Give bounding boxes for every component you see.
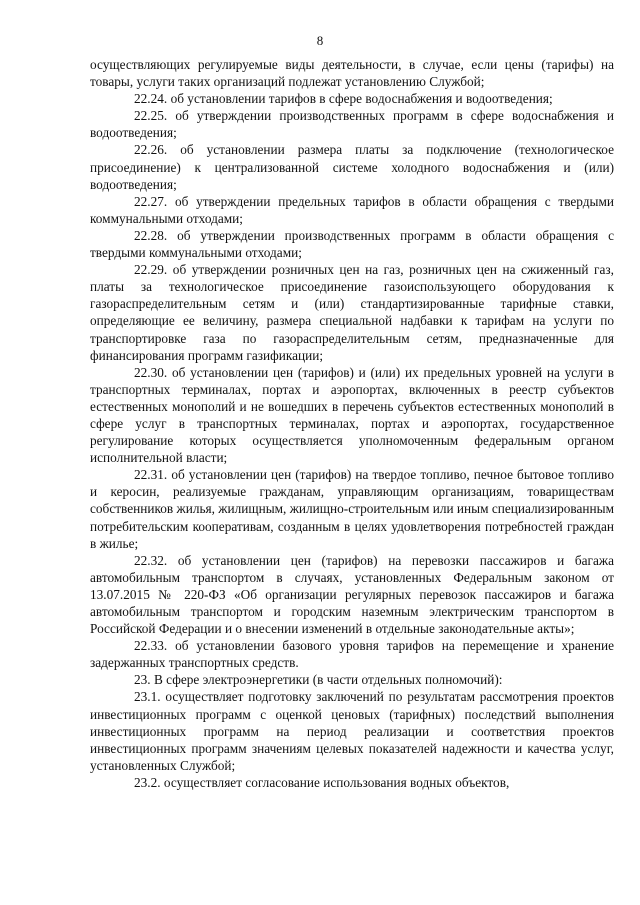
paragraph: осуществляющих регулируемые виды деятельности, в случае, если цены (тарифы) на товары, услуги таких организаций подлежат установлению Службой; <box>90 57 614 90</box>
paragraph-22-29: 22.29. об утверждении розничных цен на газ, розничных цен на сжиженный газ, платы за технологическое присоединение газоиспользующего оборудования к газораспределительным сетям и (или) стандартизированные тарифные ставки, определяющие ее величину, размера специальной надбавки к тарифам на услуги по транспортировке газа по газораспределительным сетям, предназначенные для финансирования программ газификации; <box>90 262 614 363</box>
paragraph-22-26: 22.26. об установлении размера платы за подключение (технологическое присоединение) к централизованной системе холодного водоснабжения и (или) водоотведения; <box>90 142 614 192</box>
paragraph-22-27: 22.27. об утверждении предельных тарифов в области обращения с твердыми коммунальными отходами; <box>90 193 614 226</box>
document-body <box>90 56 614 791</box>
section-heading-23: 23. В сфере электроэнергетики (в части отдельных полномочий): <box>134 672 503 688</box>
paragraph-22-32: 22.32. об установлении цен (тарифов) на перевозки пассажиров и багажа автомобильным транспортом в случаях, установленных Федеральным законом от 13.07.2015 № 220-ФЗ «Об организации регулярных перевозок пассажиров и багажа автомобильным транспортом и городским наземным электрическим транспортом в Российской Федерации и о внесении изменений в отдельные законодательные акты»; <box>90 552 614 637</box>
paragraph-22-24: 22.24. об установлении тарифов в сфере водоснабжения и водоотведения; <box>134 91 553 107</box>
paragraph-23-1: 23.1. осуществляет подготовку заключений по результатам рассмотрения проектов инвестиционных программ с оценкой ценовых (тарифных) последствий выполнения инвестиционных программ на период реализации и соответствия проектов инвестиционных программ значениям целевых показателей надежности и качества услуг, установленных Службой; <box>90 689 614 773</box>
paragraph-22-33: 22.33. об установлении базового уровня тарифов на перемещение и хранение задержанных транспортных средств. <box>90 638 614 671</box>
page-number: 8 <box>316 33 324 48</box>
paragraph-22-28: 22.28. об утверждении производственных программ в области обращения с твердыми коммунальными отходами; <box>90 227 614 261</box>
paragraph-22-30: 22.30. об установлении цен (тарифов) и (или) их предельных уровней на услуги в транспортных терминалах, портах и аэропортах, включенных в реестр субъектов естественных монополий и не вошедших в перечень субъектов естественных монополий в сфере услуг в транспортных терминалах, портах и аэропортах, государственное регулирование которых осуществляется уполномоченным федеральным органом исполнительной власти; <box>90 364 614 466</box>
paragraph-22-31: 22.31. об установлении цен (тарифов) на твердое топливо, печное бытовое топливо и керосин, реализуемые гражданам, управляющим организациям, товариществам собственников жилья, жилищным, жилищно-строительным или иным специализированным потребительским кооперативам, созданным в целях удовлетворения потребностей граждан в жилье; <box>90 467 614 551</box>
paragraph-23-2: 23.2. осуществляет согласование использования водных объектов, <box>134 774 510 790</box>
paragraph-22-25: 22.25. об утверждении производственных программ в сфере водоснабжения и водоотведения; <box>90 108 614 141</box>
